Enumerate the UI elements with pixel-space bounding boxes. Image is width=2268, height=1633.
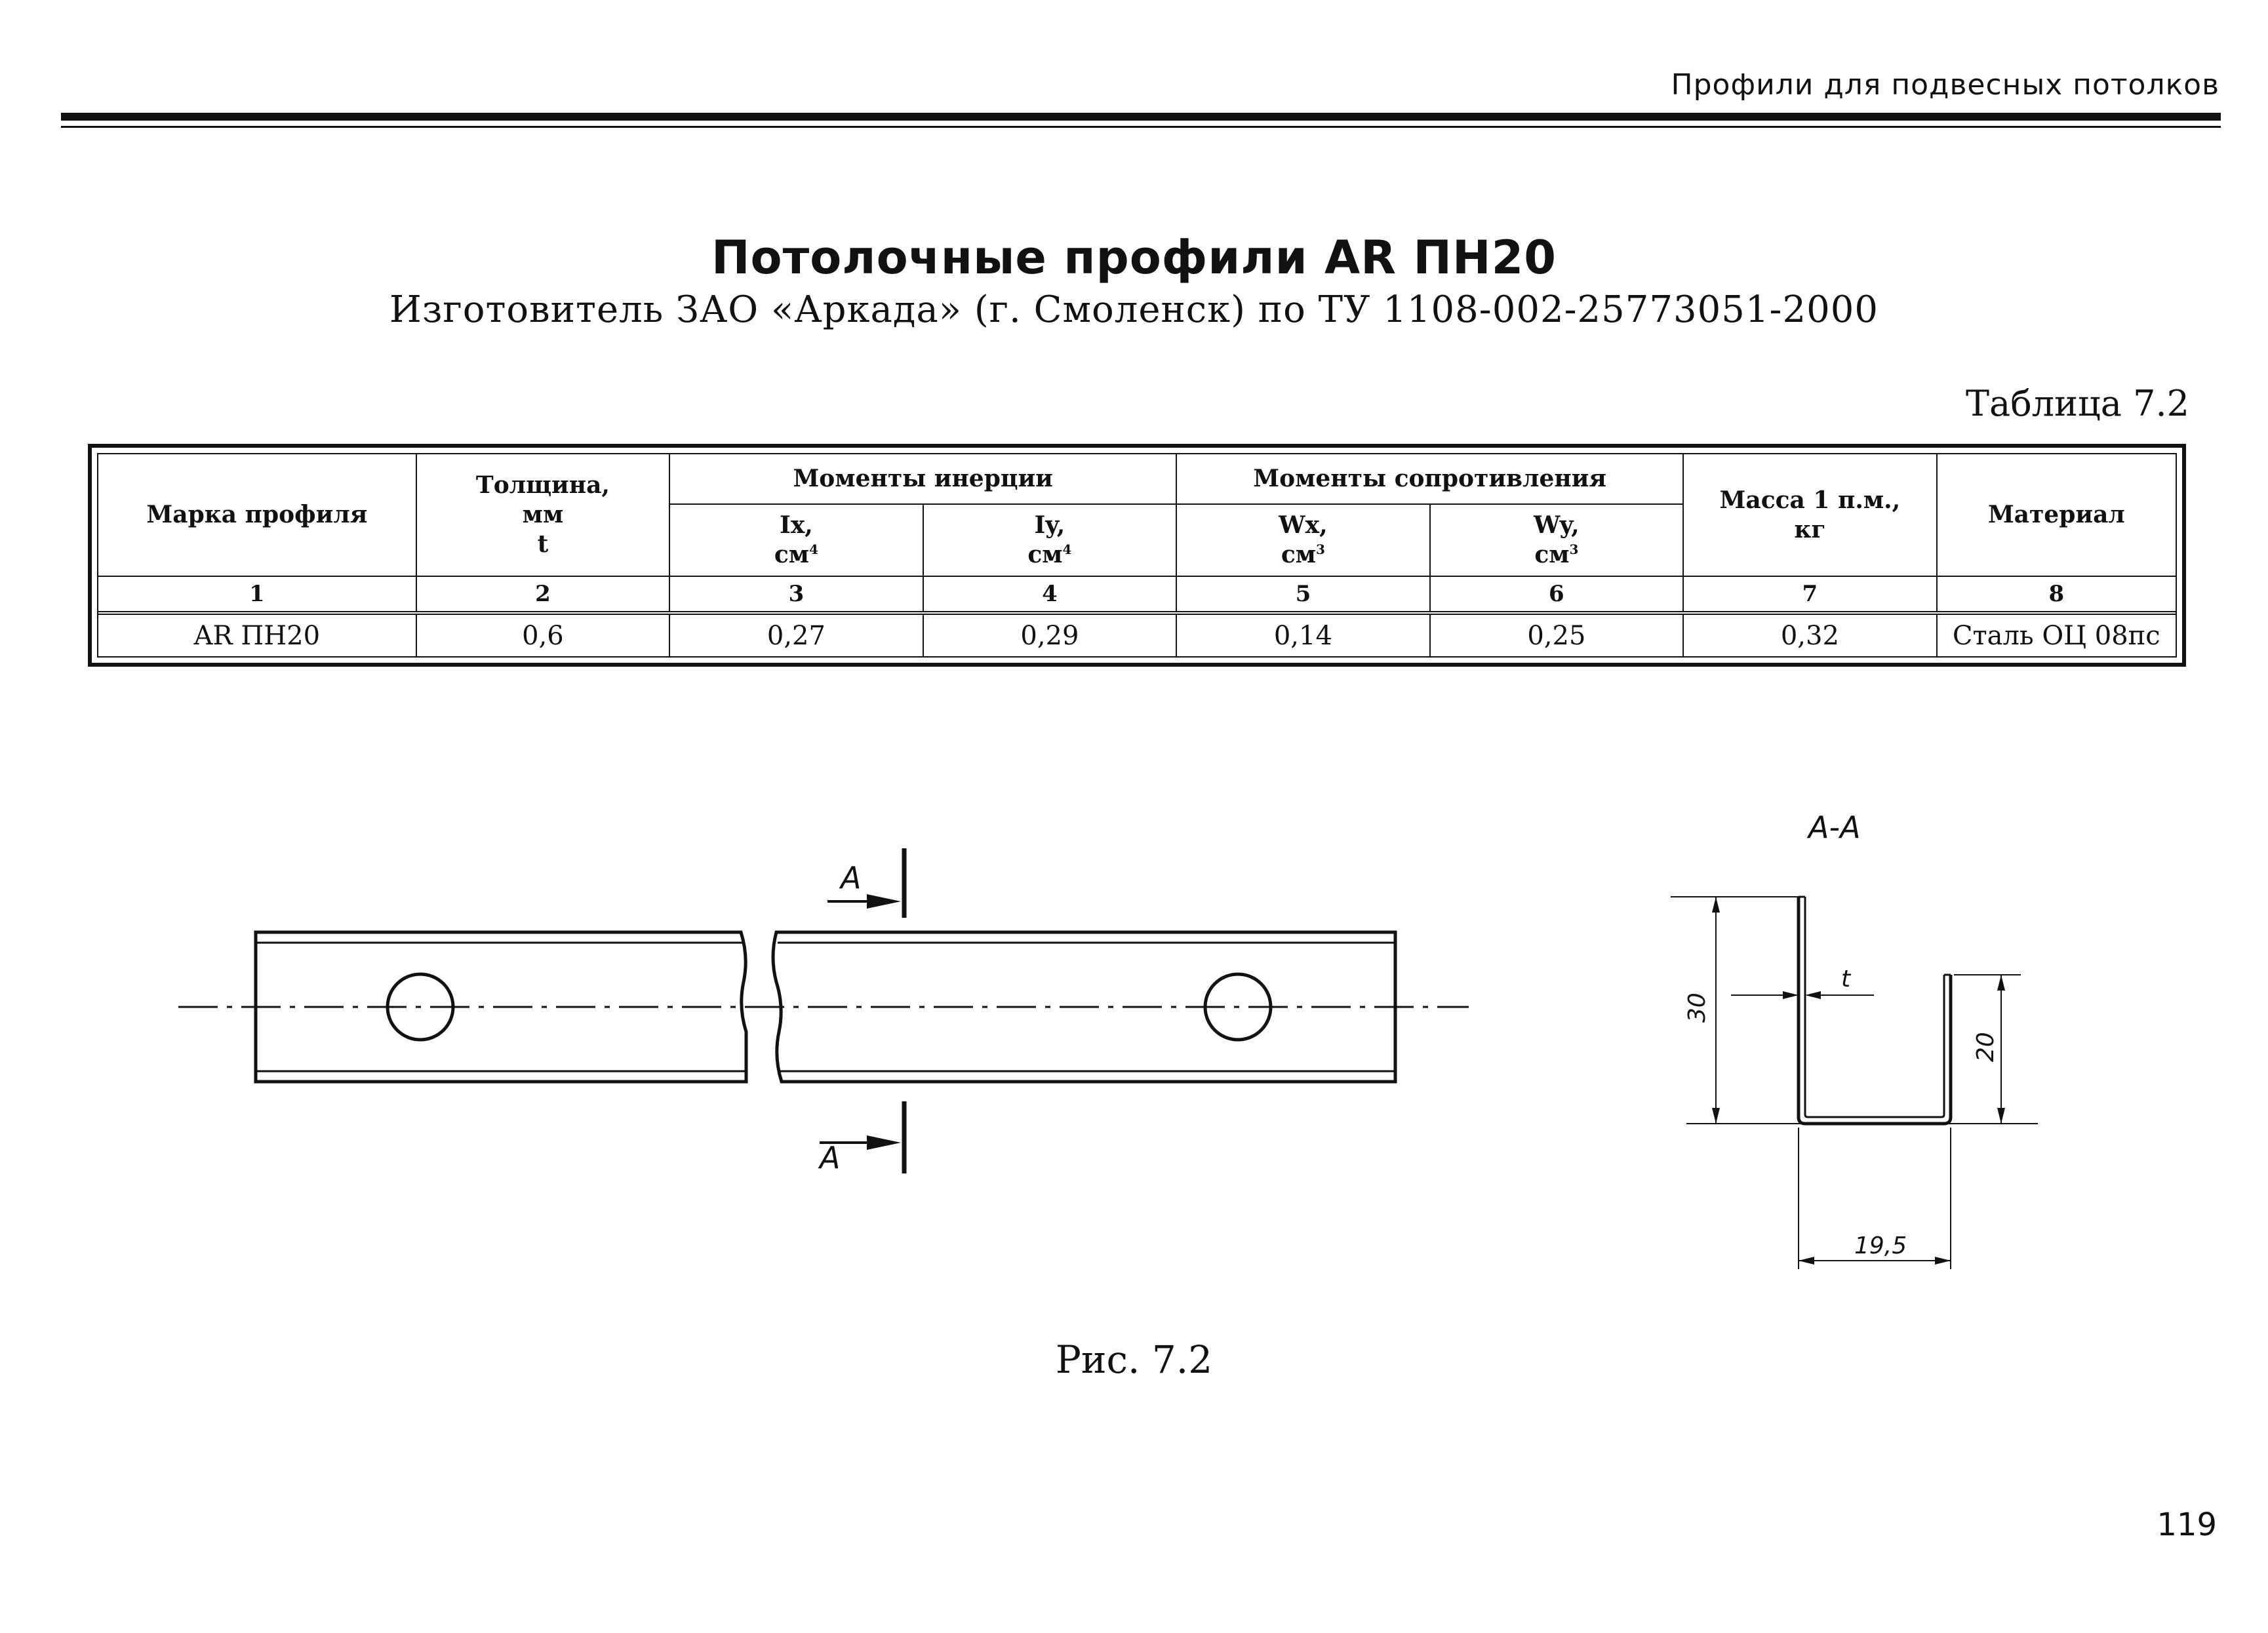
section-marker-top	[827, 848, 904, 918]
dim-height-20-label: 20	[1972, 1032, 1999, 1062]
page-subtitle: Изготовитель ЗАО «Аркада» (г. Смоленск) по ТУ 1108-002-25773051-2000	[389, 288, 1879, 331]
header-wx: Wx, $см^3$	[1176, 504, 1429, 576]
section-letter-bottom: A	[820, 1140, 841, 1175]
column-number: 7	[1683, 576, 1936, 613]
running-header: Профили для подвесных потолков	[1671, 68, 2219, 102]
cell-thickness: 0,6	[416, 613, 669, 656]
section-marker-bottom	[818, 1101, 904, 1175]
dim-width-label: 19,5	[1854, 1232, 1907, 1259]
header-inertia: Моменты инерции	[669, 454, 1176, 504]
header-thickness: Толщина, мм t	[416, 454, 669, 576]
page-number: 119	[2157, 1506, 2217, 1543]
header-material: Материал	[1937, 454, 2176, 576]
cell-mark: AR ПН20	[98, 613, 416, 656]
header-resistance: Моменты сопротивления	[1176, 454, 1683, 504]
table-label: Таблица 7.2	[1966, 383, 2189, 424]
header-mark: Марка профиля	[98, 454, 416, 576]
cell-ix: 0,27	[669, 613, 923, 656]
cell-material: Сталь ОЦ 08пс	[1937, 613, 2176, 656]
cell-wy: 0,25	[1430, 613, 1683, 656]
figure-caption: Рис. 7.2	[1055, 1337, 1213, 1382]
header-mass: Масса 1 п.м., кг	[1683, 454, 1936, 576]
header-ix: Ix, $см^4$	[669, 504, 923, 576]
column-number: 6	[1430, 576, 1683, 613]
header-iy: Iy, $см^4$	[923, 504, 1176, 576]
column-number: 3	[669, 576, 923, 613]
column-number: 1	[98, 576, 416, 613]
profile-plan-view	[178, 932, 1469, 1082]
column-number: 5	[1176, 576, 1429, 613]
column-number: 2	[416, 576, 669, 613]
column-number: 8	[1937, 576, 2176, 613]
header-wy: Wy, $см^3$	[1430, 504, 1683, 576]
cell-mass: 0,32	[1683, 613, 1936, 656]
cell-iy: 0,29	[923, 613, 1176, 656]
column-number: 4	[923, 576, 1176, 613]
section-title: А-А	[1808, 810, 1861, 845]
cell-wx: 0,14	[1176, 613, 1429, 656]
page-title: Потолочные профили AR ПН20	[711, 231, 1557, 285]
section-letter-top: A	[841, 860, 862, 895]
dim-thickness-label: t	[1841, 966, 1851, 993]
dim-height-30-label: 30	[1684, 993, 1711, 1023]
